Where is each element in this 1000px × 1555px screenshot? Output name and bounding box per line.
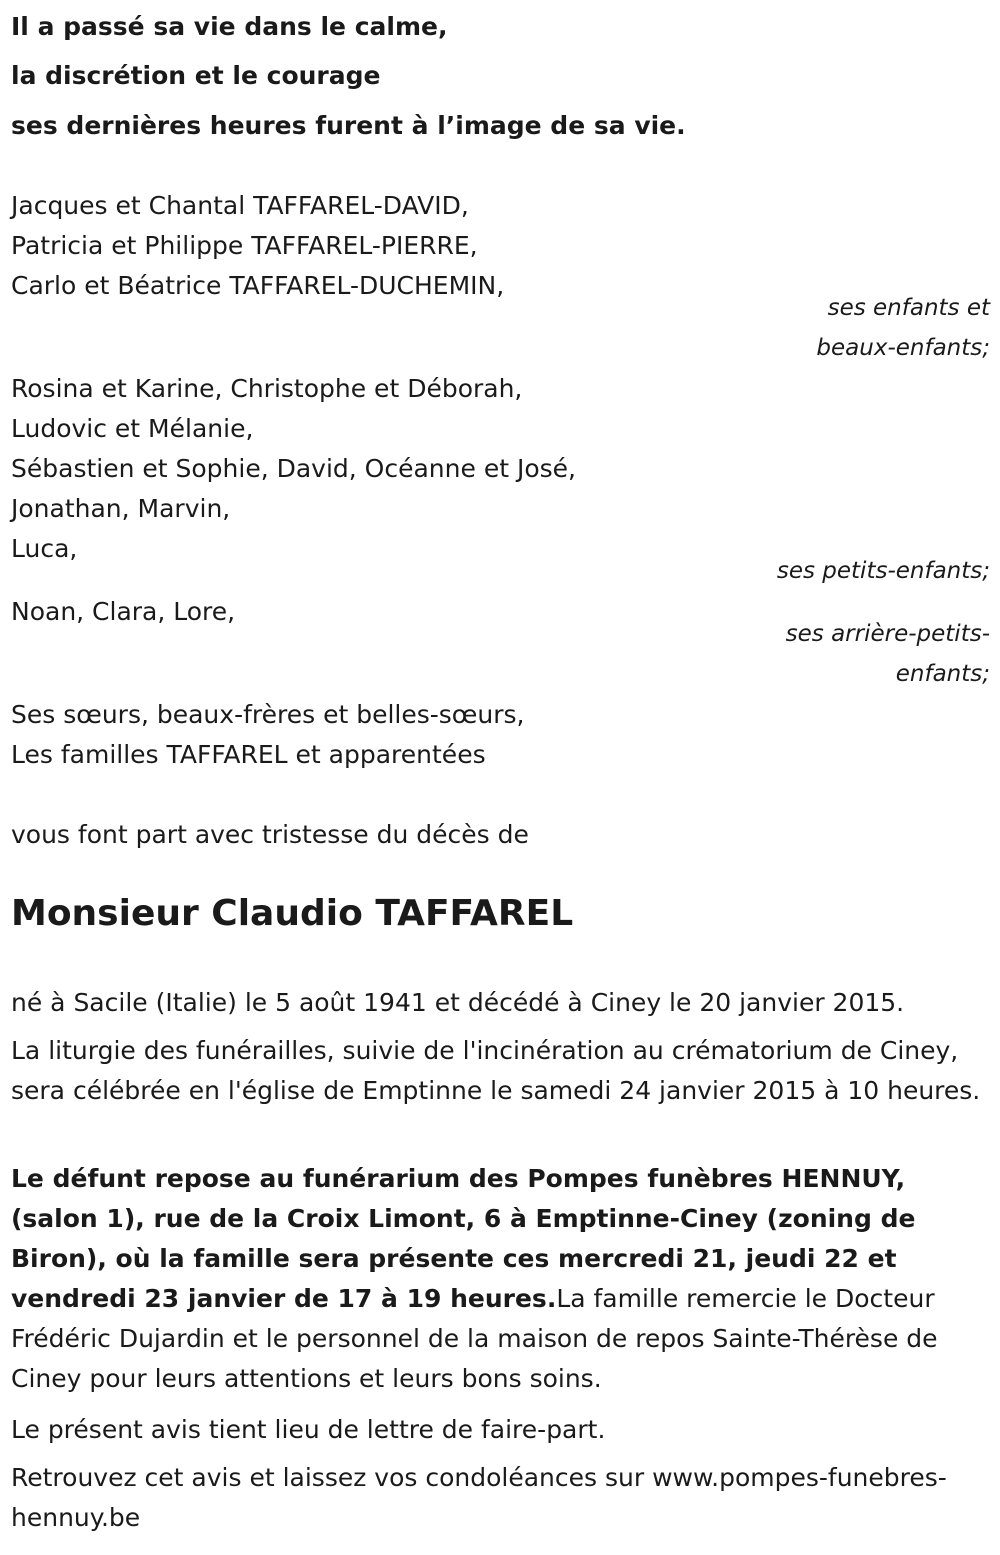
great-grandchildren-role-line-2: enfants; xyxy=(895,661,990,687)
great-grandchildren-line: Noan, Clara, Lore, xyxy=(11,597,236,626)
deceased-name: Monsieur Claudio TAFFAREL xyxy=(11,893,574,934)
child-line-3: Carlo et Béatrice TAFFAREL-DUCHEMIN, xyxy=(11,271,505,300)
ceremony-text: La liturgie des funérailles, suivie de l'incinération au crématorium de Ciney, sera célébrée en l'église de Emptinne le samedi 24 janvier 2015 à 10 heures. xyxy=(11,1036,981,1105)
children-role-line-2: beaux-enfants; xyxy=(816,335,990,361)
grandchild-line-1: Rosina et Karine, Christophe et Déborah, xyxy=(11,374,523,403)
visitation-text: Le défunt repose au funérarium des Pompes funèbres HENNUY, (salon 1), rue de la Croix Limont, 6 à Emptinne-Ciney (zoning de Biron), où la famille sera présente ces mercredi 21, jeudi 22 et vendredi 23 janvier de 17 à 19 heures. xyxy=(11,1164,916,1313)
child-line-1: Jacques et Chantal TAFFAREL-DAVID, xyxy=(11,191,469,220)
family-line-2: Les familles TAFFAREL et apparentées xyxy=(11,740,486,769)
epitaph-line-2: la discrétion et le courage xyxy=(11,61,381,90)
children-role-line-1: ses enfants et xyxy=(827,295,990,321)
grandchild-line-3: Sébastien et Sophie, David, Océanne et José, xyxy=(11,454,576,483)
family-line-1: Ses sœurs, beaux-frères et belles-sœurs, xyxy=(11,700,525,729)
grandchildren-role: ses petits-enfants; xyxy=(776,558,990,584)
announcement-text: vous font part avec tristesse du décès de xyxy=(11,820,529,849)
grandchild-line-4: Jonathan, Marvin, xyxy=(11,494,231,523)
condolences-text: Retrouvez cet avis et laissez vos condoléances sur www.pompes-funebres-hennuy.be xyxy=(11,1463,947,1532)
birth-death-text: né à Sacile (Italie) le 5 août 1941 et décédé à Ciney le 20 janvier 2015. xyxy=(11,988,905,1017)
grandchild-line-5: Luca, xyxy=(11,534,78,563)
thanks-text: La famille remercie le Docteur Frédéric Dujardin et le personnel de la maison de repos Sainte-Thérèse de Ciney pour leurs attentions et leurs bons soins. xyxy=(11,1284,938,1393)
epitaph-line-3: ses dernières heures furent à l’image de sa vie. xyxy=(11,111,686,140)
visitation-paragraph xyxy=(11,1159,991,1399)
great-grandchildren-role-line-1: ses arrière-petits- xyxy=(785,621,990,647)
grandchild-line-2: Ludovic et Mélanie, xyxy=(11,414,254,443)
notice-text: Le présent avis tient lieu de lettre de faire-part. xyxy=(11,1415,606,1444)
child-line-2: Patricia et Philippe TAFFAREL-PIERRE, xyxy=(11,231,478,260)
epitaph-line-1: Il a passé sa vie dans le calme, xyxy=(11,12,448,41)
